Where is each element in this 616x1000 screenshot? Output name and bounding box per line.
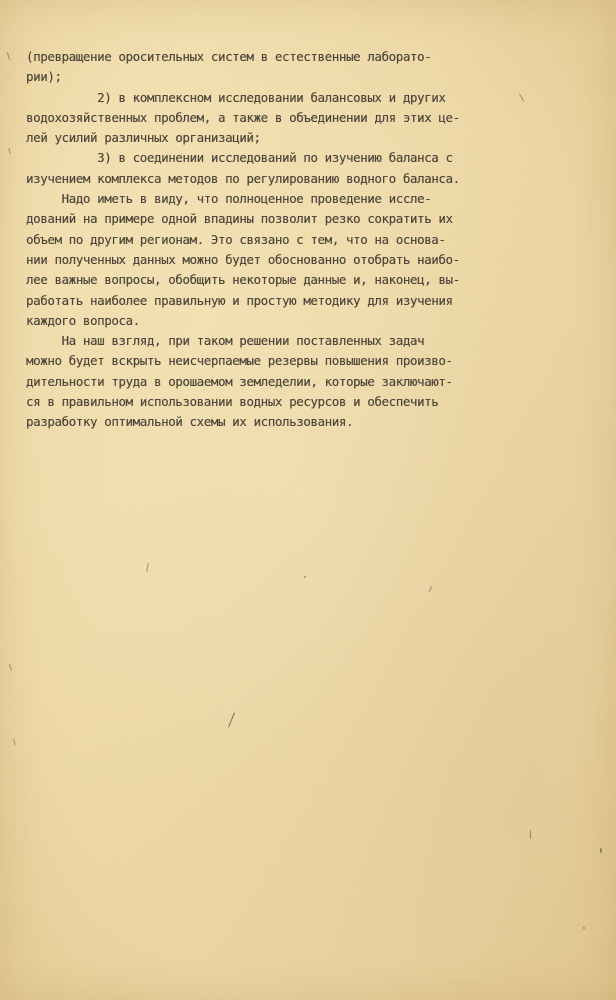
text-line: дований на примере одной впадины позволит резко сократить их: [26, 211, 453, 227]
paper-speck: [146, 563, 149, 572]
text-line: объем по другим регионам. Это связано с тем, что на основа-: [26, 231, 446, 247]
paper-speck: [583, 927, 585, 929]
text-line: лее важные вопросы, обобщить некоторые данные и, наконец, вы-: [26, 272, 460, 288]
paper-speck: [600, 848, 602, 853]
text-line: нии полученных данных можно будет обоснованно отобрать наибо-: [26, 251, 460, 267]
text-line: работать наиболее правильную и простую методику для изучения: [26, 292, 453, 308]
text-line: Надо иметь в виду, что полноценное проведение иссле-: [26, 191, 432, 207]
text-line: 2) в комплексном исследовании балансовых и других: [26, 89, 446, 105]
paper-speck: [228, 712, 235, 727]
text-line: каждого вопроса.: [26, 312, 140, 328]
text-line: 3) в соединении исследований по изучению баланса с: [26, 150, 453, 166]
paper-speck: [8, 148, 11, 154]
text-line: На наш взгляд, при таком решении поставленных задач: [26, 333, 425, 349]
paper-speck: [13, 739, 16, 745]
text-line: разработку оптимальной схемы их использования.: [26, 414, 354, 430]
text-line: рии);: [26, 69, 62, 85]
paper-speck: [530, 830, 531, 839]
text-line: ся в правильном использовании водных ресурсов и обеспечить: [26, 394, 439, 410]
text-line: (превращение оросительных систем в естественные лаборато-: [26, 49, 432, 64]
typed-text-body: [26, 47, 601, 433]
text-line: дительности труда в орошаемом земледелии, которые заключают-: [26, 373, 453, 389]
paper-speck: [9, 664, 12, 671]
text-line: водохозяйственных проблем, а также в объединении для этих це-: [26, 109, 460, 125]
paper-speck: [304, 576, 306, 578]
text-line: изучением комплекса методов по регулированию водного баланса.: [26, 170, 460, 186]
paper-speck: [7, 52, 11, 60]
paper-speck: [429, 586, 432, 592]
text-line: можно будет вскрыть неисчерпаемые резервы повышения произво-: [26, 353, 453, 369]
text-line: лей усилий различных организаций;: [26, 130, 261, 146]
